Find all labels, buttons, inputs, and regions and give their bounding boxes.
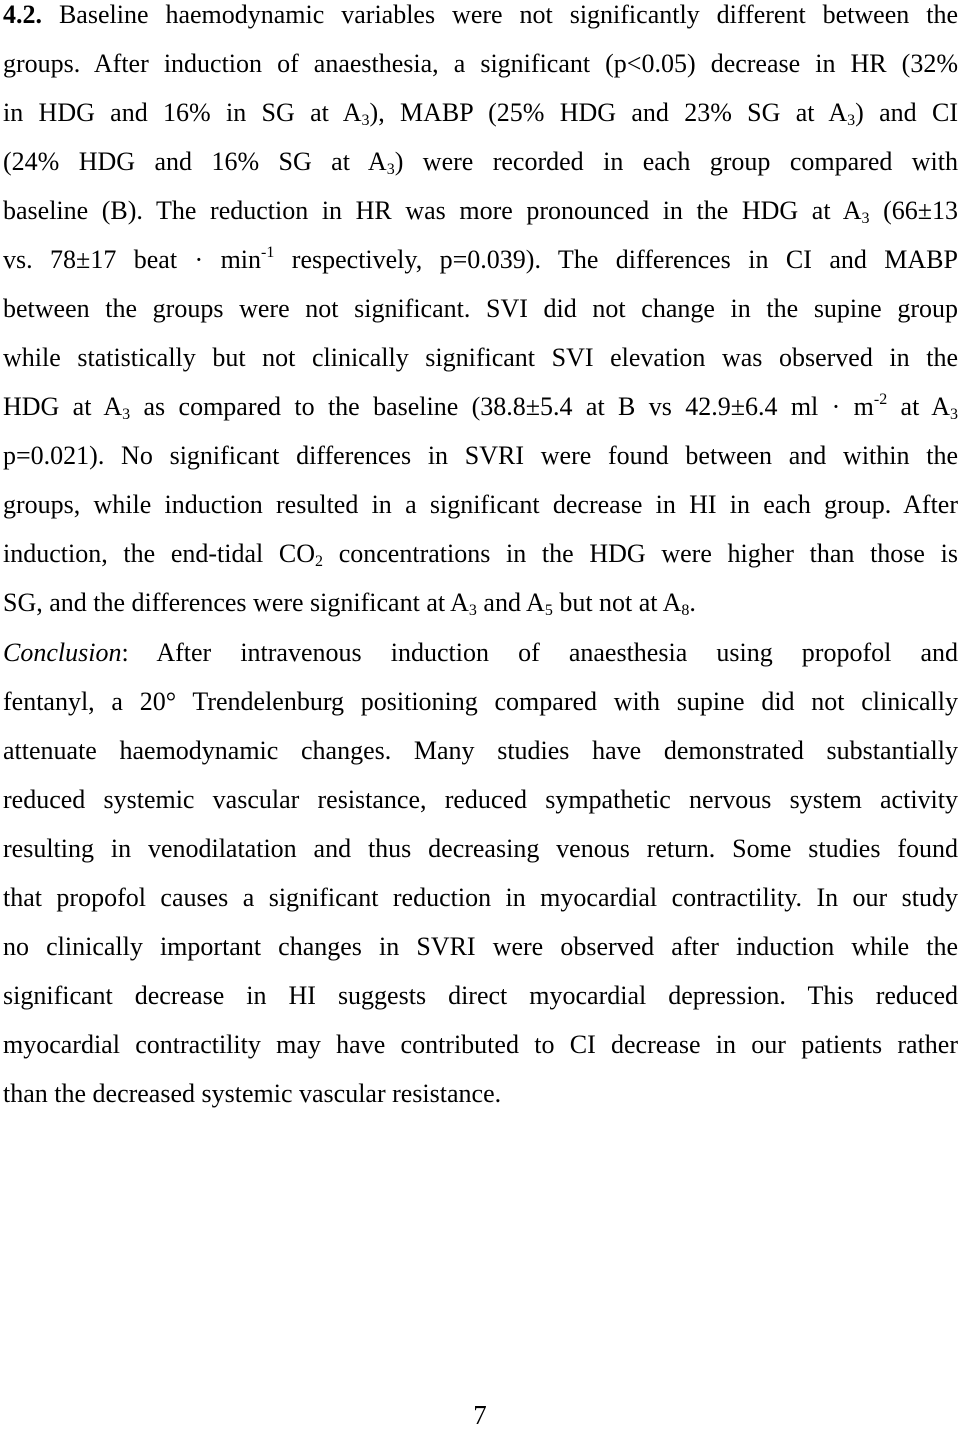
line-text: but not at A <box>552 588 682 617</box>
line-text: between the groups were not significant. SVI did not change in the supine group <box>3 294 958 323</box>
body-line <box>3 294 958 343</box>
subscript: 3 <box>468 602 477 619</box>
line-text: at A <box>887 392 951 421</box>
line-text: than the decreased systemic vascular resistance. <box>3 1079 502 1108</box>
body-line <box>3 49 958 98</box>
body-line <box>3 1079 501 1128</box>
line-text: ), MABP (25% HDG and 23% SG at A <box>369 98 848 127</box>
line-text: Baseline haemodynamic variables were not significantly different between the <box>42 0 958 29</box>
subscript: 3 <box>361 112 370 129</box>
superscript: -1 <box>261 244 275 261</box>
body-line <box>3 98 958 147</box>
line-text: induction, the end-tidal CO <box>3 539 316 568</box>
line-text: in HDG and 16% in SG at A <box>3 98 362 127</box>
body-line <box>3 490 958 539</box>
body-line <box>3 539 958 588</box>
body-line <box>3 343 958 392</box>
subscript: 3 <box>847 112 856 129</box>
line-text: significant decrease in HI suggests direct myocardial depression. This reduced <box>3 981 958 1010</box>
line-text: groups. After induction of anaesthesia, a significant (p<0.05) decrease in HR (32% <box>3 49 958 78</box>
body-line <box>3 981 958 1030</box>
body-line <box>3 0 958 49</box>
line-text: vs. 78±17 beat · min <box>3 245 262 274</box>
line-text: while statistically but not clinically significant SVI elevation was observed in the <box>3 343 958 372</box>
line-text: reduced systemic vascular resistance, reduced sympathetic nervous system activity <box>3 785 958 814</box>
line-text: baseline (B). The reduction in HR was more pronounced in the HDG at A <box>3 196 862 225</box>
line-text: groups, while induction resulted in a significant decrease in HI in each group. After <box>3 490 958 519</box>
line-text: fentanyl, a 20° Trendelenburg positioning compared with supine did not clinically <box>3 687 958 716</box>
line-text: attenuate haemodynamic changes. Many studies have demonstrated substantially <box>3 736 958 765</box>
line-text: SG, and the differences were significant at A <box>3 588 469 617</box>
line-text: : After intravenous induction of anaesthesia using propofol and <box>121 638 958 667</box>
body-line <box>3 834 958 883</box>
superscript: -2 <box>873 391 888 408</box>
line-text: ) were recorded in each group compared with <box>394 147 959 176</box>
subscript: 3 <box>950 406 959 423</box>
body-line <box>3 932 958 981</box>
line-text: as compared to the baseline (38.8±5.4 at B vs 42.9±6.4 ml · m <box>130 392 874 421</box>
subscript: 5 <box>544 602 553 619</box>
subscript: 8 <box>681 602 690 619</box>
body-line <box>3 196 958 245</box>
body-line <box>3 638 958 687</box>
body-line <box>3 441 958 490</box>
body-line <box>3 883 958 932</box>
conclusion-label: Conclusion <box>3 638 122 667</box>
line-text: . <box>689 588 696 617</box>
body-line <box>3 588 696 637</box>
line-text: and A <box>476 588 545 617</box>
line-text: respectively, p=0.039). The differences in CI and MABP <box>274 245 958 274</box>
subscript: 3 <box>861 210 870 227</box>
page-number: 7 <box>473 1400 487 1430</box>
subscript: 2 <box>315 553 324 570</box>
body-line <box>3 736 958 785</box>
subscript: 3 <box>122 406 131 423</box>
line-text: (66±13 <box>869 196 958 225</box>
body-line <box>3 785 958 834</box>
line-text: that propofol causes a significant reduction in myocardial contractility. In our study <box>3 883 958 912</box>
line-text: no clinically important changes in SVRI were observed after induction while the <box>3 932 958 961</box>
body-line <box>3 1030 958 1079</box>
line-text: ) and CI <box>855 98 959 127</box>
subscript: 3 <box>386 161 395 178</box>
line-text: resulting in venodilatation and thus decreasing venous return. Some studies found <box>3 834 958 863</box>
line-text: HDG at A <box>3 392 123 421</box>
body-line <box>3 245 958 294</box>
section-number: 4.2. <box>3 0 42 29</box>
line-text: concentrations in the HDG were higher than those is <box>323 539 958 568</box>
body-line <box>3 687 958 736</box>
body-line <box>3 147 958 196</box>
line-text: (24% HDG and 16% SG at A <box>3 147 387 176</box>
line-text: p=0.021). No significant differences in SVRI were found between and within the <box>3 441 958 470</box>
body-line <box>3 392 958 441</box>
line-text: myocardial contractility may have contributed to CI decrease in our patients rather <box>3 1030 958 1059</box>
